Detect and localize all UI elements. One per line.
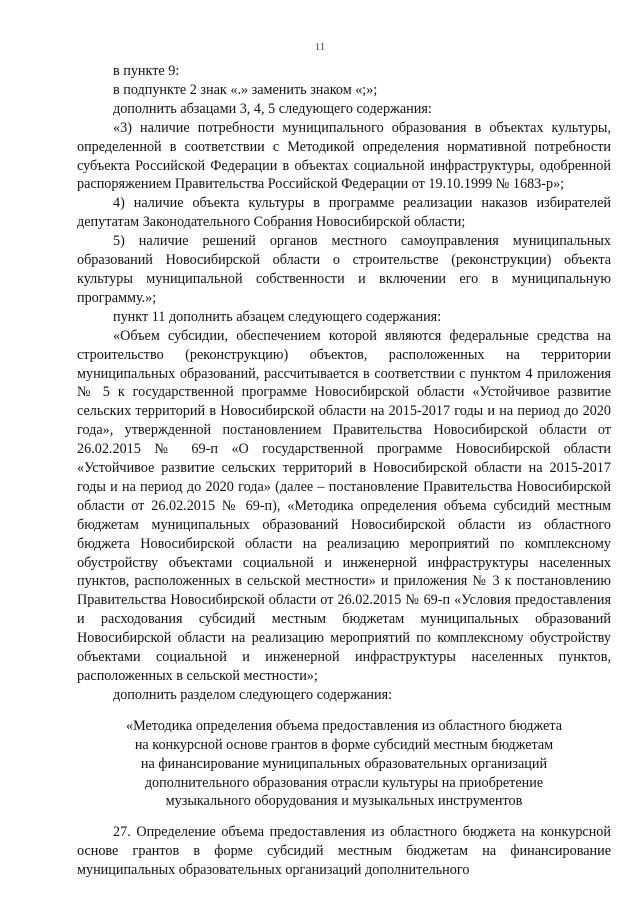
- section-title: [77, 717, 611, 812]
- section-title-line: музыкального оборудования и музыкальных инструментов: [165, 793, 523, 810]
- paragraph: в пункте 9:: [113, 63, 180, 79]
- paragraph: дополнить разделом следующего содержания:: [113, 686, 393, 703]
- section-title-line: на конкурсной основе грантов в форме субсидий местным бюджетам: [134, 736, 554, 753]
- paragraph: 27. Определение объема предоставления из областного бюджета на конкурсной основе грантов в форме субсидий местным бюджетам на финансирование муниципальных образовательных организаций дополнительного: [77, 824, 611, 879]
- spacer: [77, 705, 611, 717]
- paragraph: дополнить абзацами 3, 4, 5 следующего содержания:: [113, 100, 432, 117]
- paragraph: в подпункте 2 знак «.» заменить знаком «;»;: [113, 81, 378, 98]
- page-number: 11: [314, 41, 326, 53]
- paragraph: «3) наличие потребности муниципального образования в объектах культуры, определенной в соответствии с Методикой определения нормативной потребности субъекта Российской Федерации в объектах социальной инфраструктуры, одобренной распоряжением Правительства Российской Федерации от 19.10.1999 № 1683-р»;: [77, 119, 611, 193]
- paragraph: «Объем субсидии, обеспечением которой являются федеральные средства на строительство (реконструкцию) объектов, расположенных на территории муниципальных образований, рассчитывается в соответствии с пунктом 4 приложения № 5 к государственной программе Новосибирской области «Устойчивое развитие сельских территорий в Новосибирской области на 2015-2017 годы и на период до 2020 года», утвержденной постановлением Правительства Новосибирской области от 26.02.2015 № 69-п «О государственной программе Новосибирской области «Устойчивое развитие сельских территорий в Новосибирской области на 2015-2017 годы и на период до 2020 года» (далее – постановление Правительства Новосибирской области от 26.02.2015 № 69-п), «Методика определения объема субсидий местным бюджетам муниципальных образований Новосибирской области из областного бюджета Новосибирской области на реализацию мероприятий по комплексному обустройству объектами социальной и инженерной инфраструктуры населенных пунктов, расположенных в сельской местности» и приложения № 3 к постановлению Правительства Новосибирской области от 26.02.2015 № 69-п «Условия предоставления и расходования субсидий местным бюджетам муниципальных образований Новосибирской области на реализацию мероприятий по комплексному обустройству объектами социальной и инженерной инфраструктуры населенных пунктов, расположенных в сельской местности»;: [77, 327, 611, 684]
- section-title-line: дополнительного образования отрасли культуры на приобретение: [144, 774, 544, 791]
- section-title-line: «Методика определения объема предоставления из областного бюджета: [125, 717, 563, 734]
- spacer: [77, 811, 611, 823]
- paragraph: 5) наличие решений органов местного самоуправления муниципальных образований Новосибирской области о строительстве (реконструкции) объекта культуры муниципальной собственности и включении его в муниципальную программу.»;: [77, 233, 611, 306]
- paragraph: пункт 11 дополнить абзацем следующего содержания:: [113, 308, 442, 325]
- section-title-line: на финансирование муниципальных образовательных организаций: [140, 755, 548, 772]
- document-body: [77, 62, 611, 880]
- paragraph: 4) наличие объекта культуры в программе реализации наказов избирателей депутатам Законодательного Собрания Новосибирской области;: [77, 195, 611, 231]
